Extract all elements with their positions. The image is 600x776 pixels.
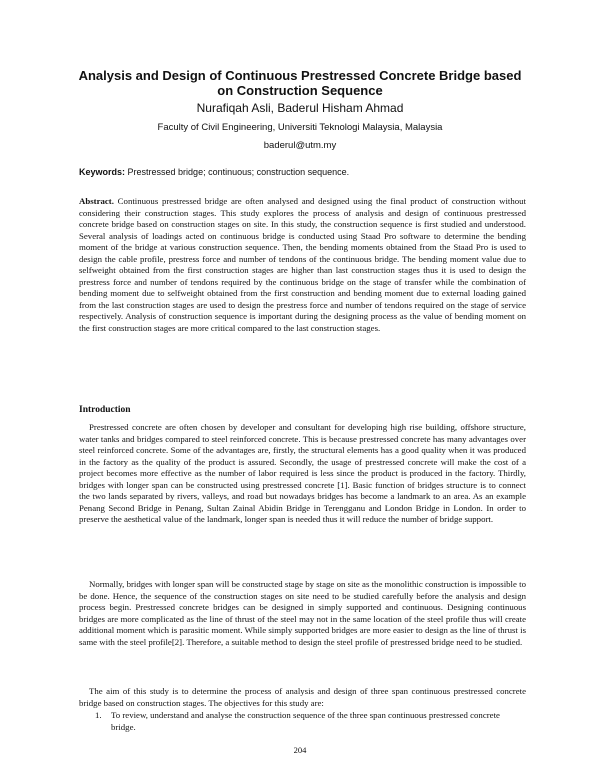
objective-number: 1. [95, 710, 102, 720]
title-line-1: Analysis and Design of Continuous Prestressed Concrete Bridge based [78, 68, 522, 83]
affiliation: Faculty of Civil Engineering, Universiti Teknologi Malaysia, Malaysia [157, 122, 443, 133]
title-line-2: on Construction Sequence [217, 83, 383, 98]
objective-item [79, 710, 526, 733]
intro-paragraph-1: Prestressed concrete are often chosen by developer and consultant for developing high rise building, offshore structure, water tanks and bridges compared to steel reinforced concrete. This is because prestressed concrete has many advantages over steel reinforced concrete. Some of the advantages are, firstly, the structural elements has a good quality when it was produced in the factory as the quality of the product is assured. Secondly, the usage of prestressed concrete will make the cost of a project becomes more effective as the number of labor required is less since the product is produced in the factory. Thirdly, bridges with longer span can be constructed using prestressed concrete [1]. Basic function of bridges structure is to connect the two lands separated by rivers, valleys, and road but nowadays bridges has become a landmark to an area. As an example Penang Second Bridge in Penang, Sultan Zainal Abidin Bridge in Terengganu and London Bridge in London. In order to preserve the aesthetical value of the landmark, longer span is needed thus it will reduce the number of bridge support. [79, 422, 526, 525]
page-number: 204 [293, 745, 307, 755]
author-email: baderul@utm.my [263, 140, 337, 151]
objectives-list [79, 710, 526, 733]
paper-title [60, 68, 540, 98]
abstract-text: Continuous prestressed bridge are often analysed and designed using the final product of construction without considering their construction stages. This study explores the process of analysis and design of continuous prestressed concrete bridge based on construction stages on site. In this study, the construction sequence is first studied and understood. Several analysis of loadings acted on continuous bridge is conducted using Staad Pro software to determine the bending moment of the bridge at various construction sequence. Then, the bending moments obtained from the Staad Pro is used to design the cable profile, prestress force and number of tendons of the continuous bridge. The bending moment value due to selfweight obtained from the first construction stages are higher than last construction stages thus it is used to design the prestress force and number of tendons required by the continuous bridge on the stage of transfer while the combination of bending moment due to selfweight obtained from the first construction and bending moment due to external loading gained from the last construction stages are used to design the prestress force and number of tendons required on the stage of service respectively. Analysis of construction sequence is important during the designing process as the value of bending moment on the first construction stages are more critical compared to the last construction stages. [79, 196, 526, 334]
keywords-label: Keywords: [79, 167, 126, 177]
objective-text: To review, understand and analyse the construction sequence of the three span continuous prestressed concrete bridge. [111, 710, 500, 732]
intro-paragraph-2: Normally, bridges with longer span will be constructed stage by stage on site as the monolithic construction is impossible to be done. Hence, the sequence of the construction stages on site need to be studied carefully before the analysis and design process begin. Prestressed concrete bridges can be designed in simply supported and continuous. Designing continuous bridges are more complicated as the line of thrust of the steel may not in the same location of the steel profile thus will create additional moment which is parasitic moment. While simply supported bridges are more easier to design as the line of thrust is same with the steel profile[2]. Therefore, a suitable method to design the steel profile of prestressed bridge need to be studied. [79, 579, 526, 647]
keywords [79, 166, 529, 178]
abstract [79, 196, 526, 335]
section-heading-introduction: Introduction [79, 405, 131, 415]
abstract-label: Abstract. [79, 196, 114, 206]
intro-paragraph-3: The aim of this study is to determine the process of analysis and design of three span continuous prestressed concrete bridge based on construction stages. The objectives for this study are: [79, 686, 526, 708]
keywords-text: Prestressed bridge; continuous; construction sequence. [127, 167, 350, 177]
author-list: Nurafiqah Asli, Baderul Hisham Ahmad [196, 101, 404, 115]
